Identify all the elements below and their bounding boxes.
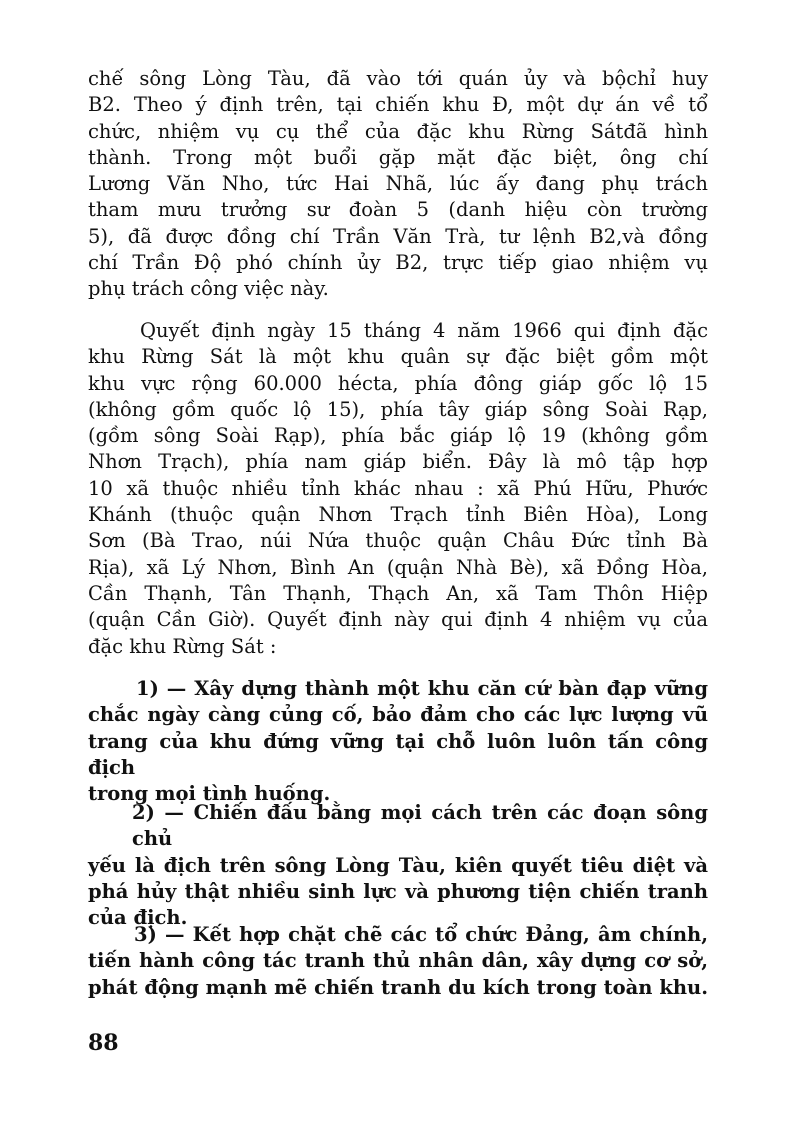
text-line: trong mọi tình huống.	[88, 782, 331, 806]
text-line: đặc khu Rừng Sát :	[88, 634, 277, 658]
text-line: Cần Thạnh, Tân Thạnh, Thạch An, xã Tam Thôn Hiệp	[88, 581, 708, 605]
paragraph-context	[88, 66, 708, 303]
text-line: yếu là địch trên sông Lòng Tàu, kiên quyết tiêu diệt và	[88, 853, 708, 877]
text-line: trang của khu đứng vững tại chỗ luôn luôn tấn công địch	[88, 729, 708, 779]
text-line: 10 xã thuộc nhiều tỉnh khác nhau : xã Phú Hữu, Phước	[88, 476, 708, 500]
text-line: (không gồm quốc lộ 15), phía tây giáp sông Soài Rạp,	[88, 397, 708, 421]
text-line: 2) — Chiến đấu bằng mọi cách trên các đoạn sông chủ	[132, 801, 708, 851]
text-line: (quận Cần Giờ). Quyết định này qui định 4 nhiệm vụ của	[88, 608, 708, 632]
text-line: Quyết định ngày 15 tháng 4 năm 1966 qui định đặc	[140, 319, 708, 342]
text-line: Sơn (Bà Trao, núi Nứa thuộc quận Châu Đức tỉnh Bà	[88, 529, 708, 553]
text-line: (gồm sông Soài Rạp), phía bắc giáp lộ 19 (không gồm	[88, 424, 708, 448]
text-line: tiến hành công tác tranh thủ nhân dân, xây dựng cơ sở,	[88, 949, 708, 973]
task-item-3	[88, 922, 708, 1001]
text-line: 5), đã được đồng chí Trần Văn Trà, tư lệnh B2,và đồng	[88, 224, 708, 248]
text-line: khu vực rộng 60.000 hécta, phía đông giáp gốc lộ 15	[88, 371, 708, 395]
text-line: tham mưu trưởng sư đoàn 5 (danh hiệu còn trường	[88, 198, 708, 222]
text-line: 1) — Xây dựng thành một khu căn cứ bàn đạp vững	[136, 677, 708, 700]
text-line: chắc ngày càng củng cố, bảo đảm cho các lực lượng vũ	[88, 703, 708, 727]
text-line: chế sông Lòng Tàu, đã vào tới quán ủy và bộchỉ huy	[88, 67, 708, 90]
text-line: phát động mạnh mẽ chiến tranh du kích trong toàn khu.	[88, 975, 708, 999]
text-line: khu Rừng Sát là một khu quân sự đặc biệt gồm một	[88, 345, 708, 369]
page-number: 88	[88, 1030, 119, 1056]
text-line: Nhơn Trạch), phía nam giáp biển. Đây là mô tập hợp	[88, 450, 708, 474]
text-line: B2. Theo ý định trên, tại chiến khu Đ, một dự án về tổ	[88, 93, 708, 117]
text-line: 3) — Kết hợp chặt chẽ các tổ chức Đảng, âm chính,	[134, 923, 708, 946]
text-line: Khánh (thuộc quận Nhơn Trạch tỉnh Biên Hòa), Long	[88, 503, 708, 527]
task-item-2	[88, 800, 708, 931]
text-line: của địch.	[88, 906, 188, 930]
text-line: Lương Văn Nho, tức Hai Nhã, lúc ấy đang phụ trách	[88, 172, 708, 196]
text-line: chức, nhiệm vụ cụ thể của đặc khu Rừng Sátđã hình	[88, 119, 708, 143]
text-line: phá hủy thật nhiều sinh lực và phương tiện chiến tranh	[88, 879, 708, 903]
text-line: thành. Trong một buổi gặp mặt đặc biệt, ông chí	[88, 145, 708, 169]
text-line: phụ trách công việc này.	[88, 277, 329, 301]
text-line: chí Trần Độ phó chính ủy B2, trực tiếp giao nhiệm vụ	[88, 251, 708, 275]
text-line: Rịa), xã Lý Nhơn, Bình An (quận Nhà Bè), xã Đồng Hòa,	[88, 555, 708, 579]
paragraph-decision	[88, 318, 708, 660]
task-item-1	[88, 676, 708, 807]
